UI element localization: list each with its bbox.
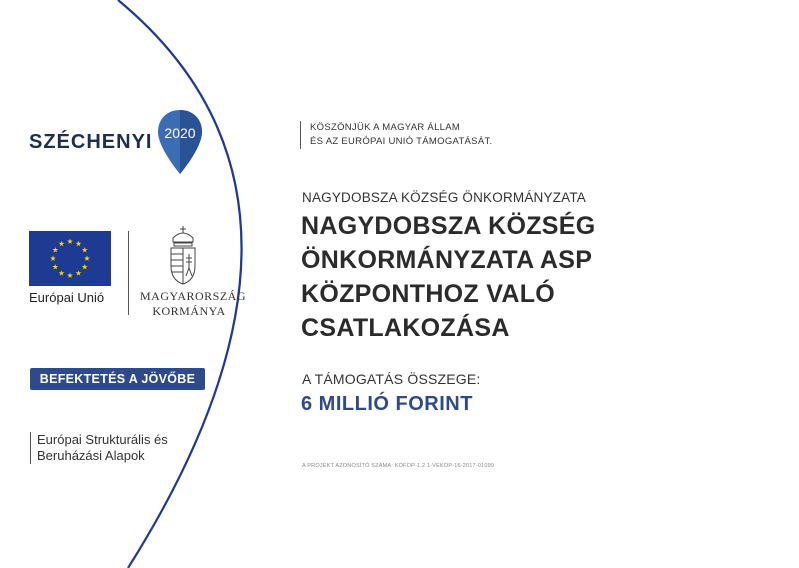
szechenyi-word: SZÉCHENYI bbox=[29, 130, 153, 153]
kormany-line2: KORMÁNYA bbox=[152, 304, 226, 318]
thanks-line2: ÉS AZ EURÓPAI UNIÓ TÁMOGATÁSÁT. bbox=[310, 136, 493, 147]
esb-line1: Európai Strukturális és bbox=[37, 432, 168, 447]
title-line: ÖNKORMÁNYZATA ASP bbox=[301, 246, 593, 274]
title-line: KÖZPONTHOZ VALÓ bbox=[301, 280, 556, 308]
kormany-line1: MAGYARORSZÁG bbox=[140, 289, 247, 303]
amount-value: 6 MILLIÓ FORINT bbox=[301, 393, 473, 415]
logo-divider bbox=[128, 231, 129, 315]
esb-funds-label bbox=[30, 432, 168, 464]
title-line: NAGYDOBSZA KÖZSÉG bbox=[301, 212, 596, 240]
eu-flag-block bbox=[29, 231, 111, 291]
title-line: CSATLAKOZÁSA bbox=[301, 314, 510, 342]
eu-flag-icon bbox=[29, 231, 111, 286]
esb-line2: Beruházási Alapok bbox=[37, 448, 145, 463]
eu-label: Európai Unió bbox=[29, 290, 105, 305]
thanks-text bbox=[300, 121, 492, 149]
thanks-line1: KÖSZÖNJÜK A MAGYAR ÁLLAM bbox=[310, 122, 461, 133]
project-title bbox=[301, 209, 595, 345]
befektetes-badge: BEFEKTETÉS A JÖVŐBE bbox=[30, 368, 205, 390]
szechenyi-year: 2020 bbox=[164, 125, 197, 141]
szechenyi-2020-logo bbox=[29, 108, 204, 176]
location-pin-icon bbox=[156, 108, 204, 176]
organization-name: NAGYDOBSZA KÖZSÉG ÖNKORMÁNYZATA bbox=[302, 190, 586, 205]
magyarorszag-kormanya-label bbox=[140, 289, 247, 319]
project-id: A PROJEKT AZONOSÍTÓ SZÁMA: KÖFOP-1.2.1-VEKOP-16-2017-01099 bbox=[302, 463, 495, 469]
hungarian-coat-of-arms-icon bbox=[163, 224, 203, 286]
amount-label: A TÁMOGATÁS ÖSSZEGE: bbox=[302, 371, 481, 387]
